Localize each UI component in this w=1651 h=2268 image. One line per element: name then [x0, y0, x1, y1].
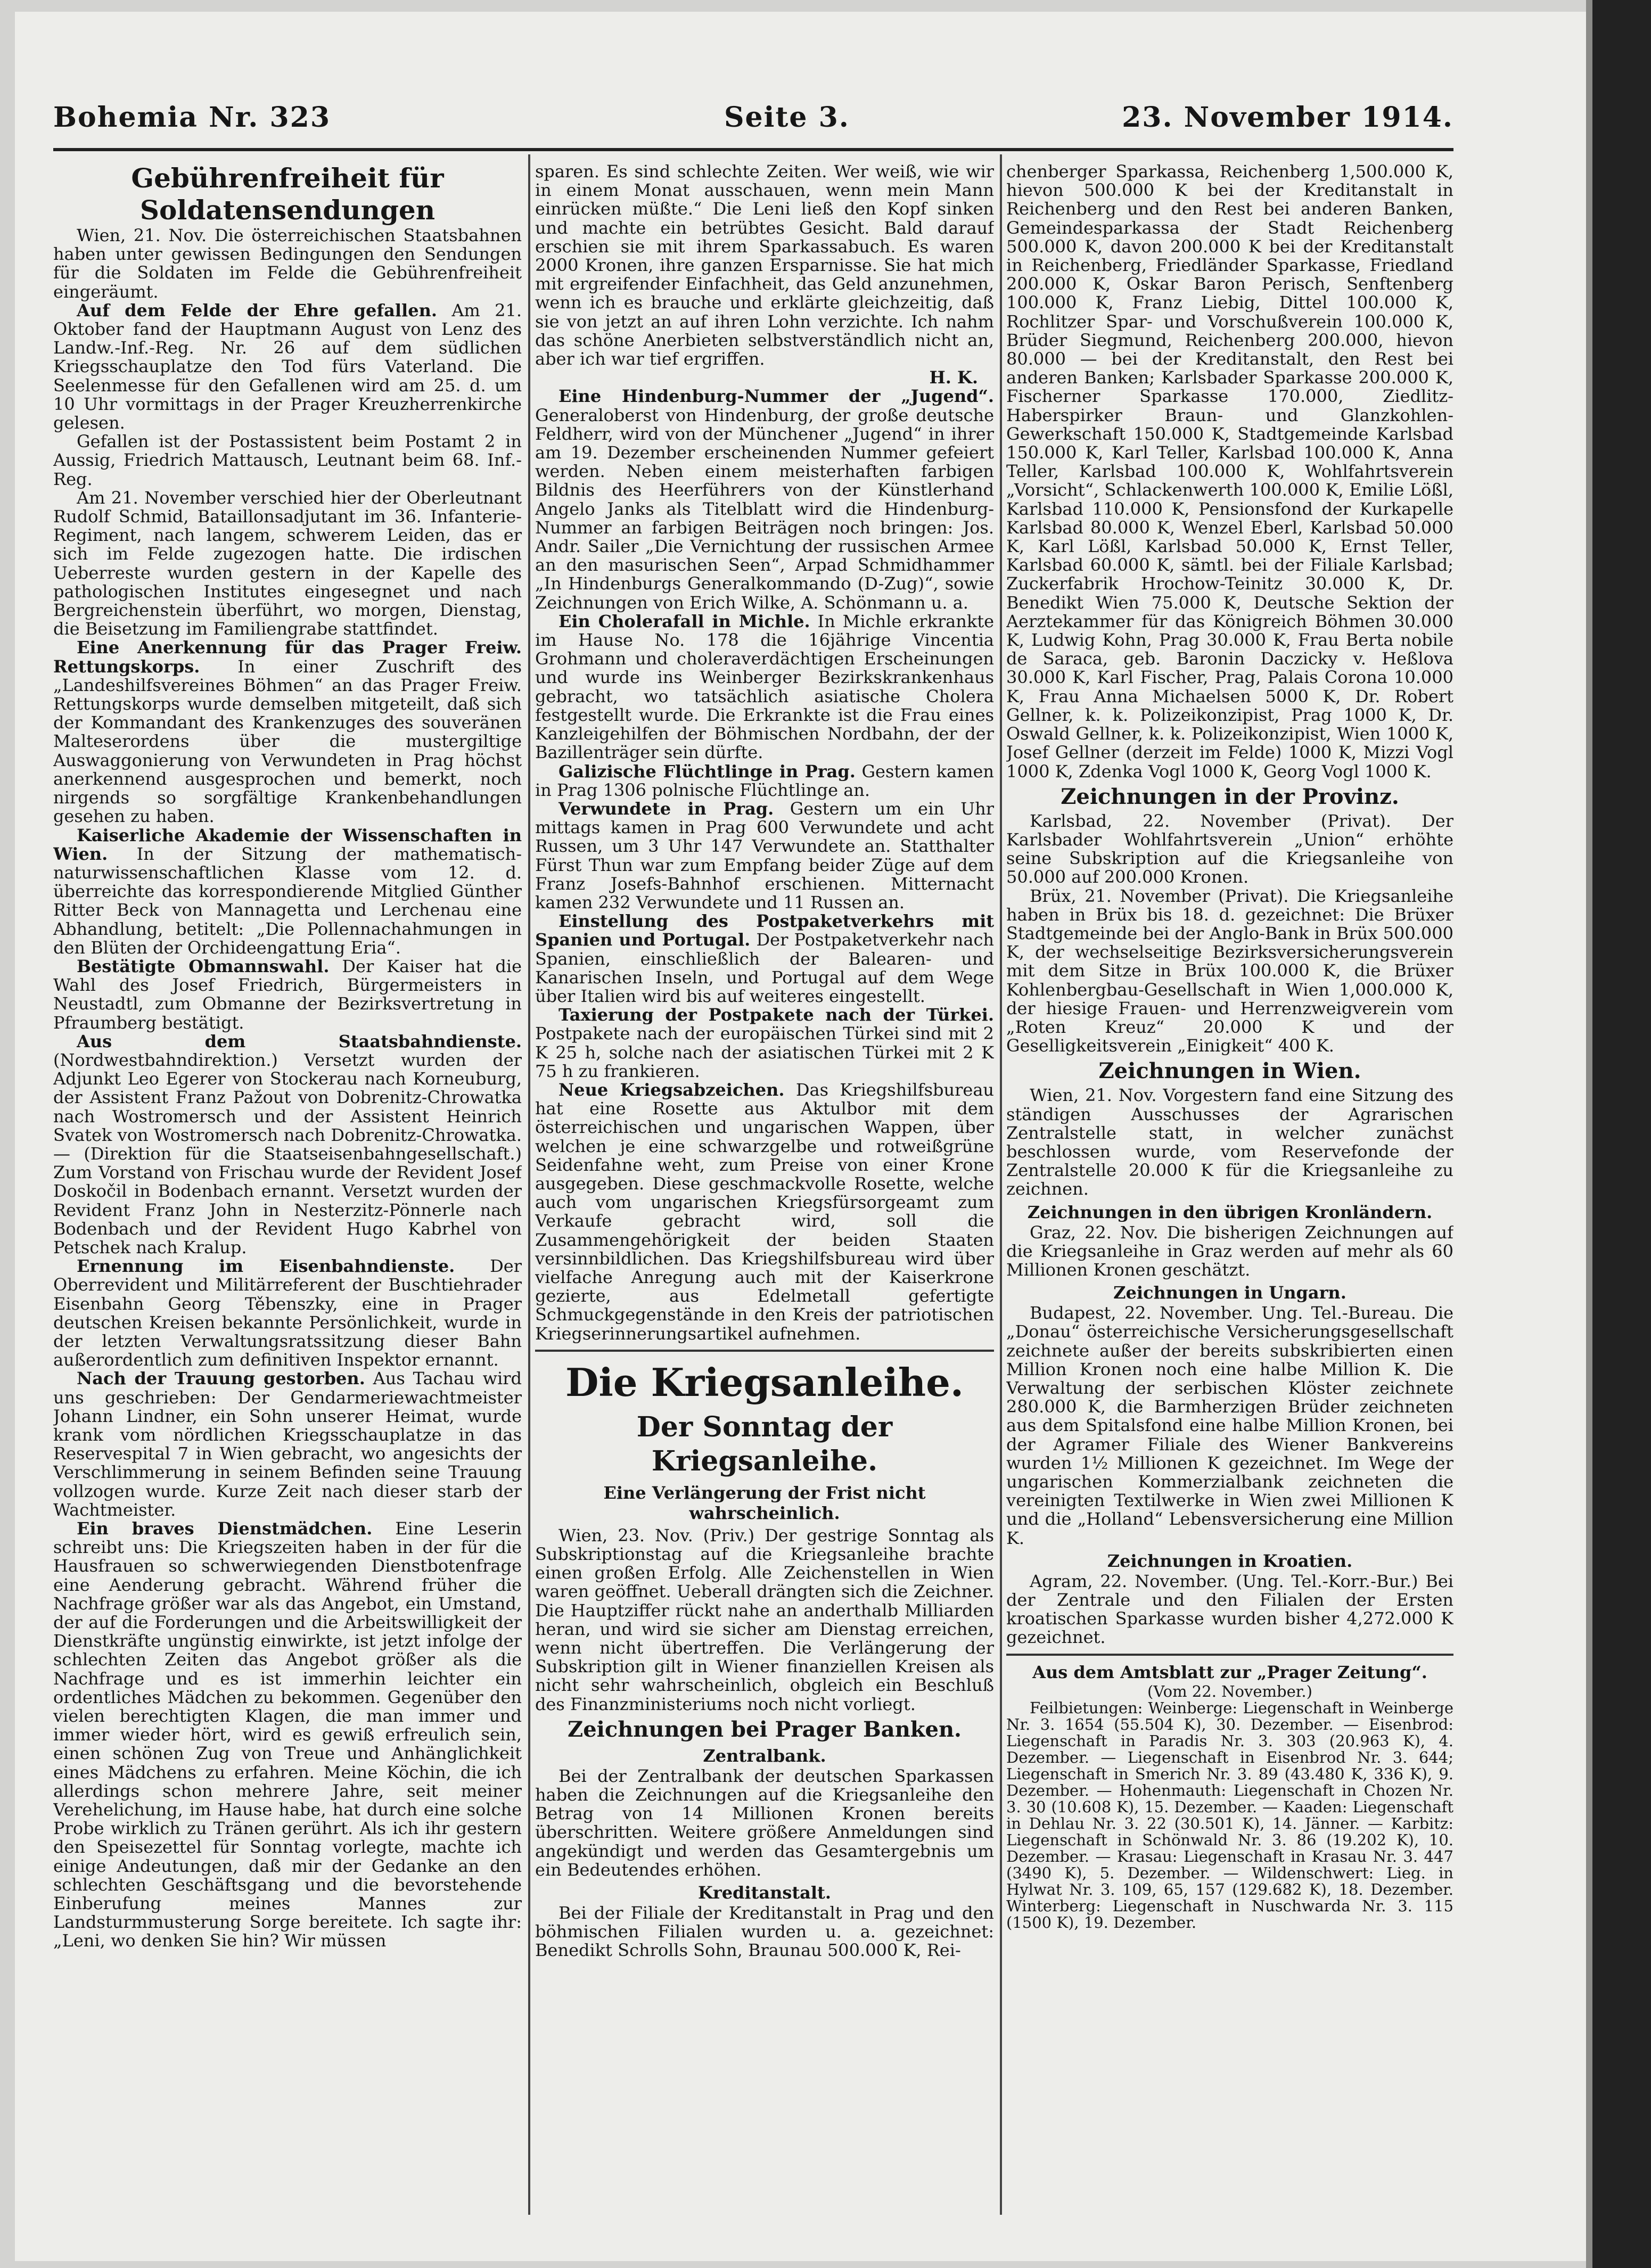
bank-heading: Zentralbank.: [703, 1745, 826, 1766]
header-page-number: Seite 3.: [724, 101, 850, 134]
item-heading: Taxierung der Postpakete nach der Türkei.: [558, 1005, 994, 1025]
news-item: [535, 762, 994, 800]
item-heading: Nach der Trauung gestorben.: [77, 1368, 365, 1389]
item-heading: Eine Anerkennung für das Prager Freiw. Rettungskorps.: [53, 637, 522, 677]
item-heading: Bestätigte Obmannswahl.: [77, 956, 330, 976]
item-text: Am 21. Oktober fand der Hauptmann August von Lenz des Landw.-Inf.-Reg. Nr. 26 auf dem südlichen Kriegsschauplatze den Tod fürs Vaterland. Die Seelenmesse für den Gefallenen wird am 25. d. um 10 Uhr vormittags in der Prager Kreuzherrenkirche gelesen.: [53, 300, 522, 433]
news-item: [53, 301, 522, 432]
article-body: Wien, 21. Nov. Die österreichischen Staatsbahnen haben unter gewissen Bedingungen den Sendungen für die Soldaten im Felde die Gebührenfreiheit eingeräumt.: [53, 225, 522, 302]
item-text: (Nordwestbahndirektion.) Versetzt wurden der Adjunkt Leo Egerer von Stockerau nach Korneuburg, der Assistent Franz Pažout von Dobrenitz-Chrowatka nach Wostromersch und der Assistent Heinrich Svatek von Wostromersch nach Dobrenitz-Chrowatka. — (Direktion für die Staatseisenbahngesellschaft.) Zum Vorstand von Frischau wurde der Revident Josef Doskočil in Bodenbach ernannt. Versetzt wurden der Revident Franz John in Nesterzitz-Pönnerle nach Bodenbach und der Revident Hugo Kabrhel von Petschek nach Kralup.: [53, 1049, 522, 1258]
news-item: Gefallen ist der Postassistent beim Postamt 2 in Aussig, Friedrich Mattausch, Leutnant beim 68. Inf.-Reg.: [53, 431, 522, 489]
column-rule-2: [1000, 154, 1002, 2215]
news-item: [53, 1369, 522, 1519]
header-newspaper: Bohemia Nr. 323: [53, 101, 331, 134]
scan-border: [1592, 0, 1651, 2268]
news-item: [535, 1081, 994, 1343]
item-heading: Galizische Flüchtlinge in Prag.: [558, 761, 856, 782]
item-heading: Aus dem Staatsbahndienste.: [77, 1031, 522, 1051]
item-heading: Auf dem Felde der Ehre gefallen.: [77, 300, 437, 321]
news-item: [53, 957, 522, 1032]
news-item: Wien, 23. Nov. (Priv.) Der gestrige Sonntag als Subskriptionstag auf die Kriegsanleihe brachte einen großen Erfolg. Alle Zeichenstellen in Wien waren geöffnet. Ueberall drängten sich die Zeichner. Die Hauptziffer rückt nahe an anderthalb Milliarden heran, und wird sie sicher am Dienstag erreichen, wenn nicht übertreffen. Die Verlängerung der Subskription gilt in Wiener finanziellen Kreisen als nicht sehr wahrscheinlich, obgleich ein Beschluß des Finanzministeriums noch nicht vorliegt.: [535, 1525, 994, 1714]
item-text: Generaloberst von Hindenburg, der große deutsche Feldherr, wird von der Münchener „Jugend“ in ihrer am 19. Dezember erscheinenden Nummer gefeiert werden. Neben einem meisterhaften farbigen Bildnis des Heerführers von der Künstlerhand Angelo Janks als Titelblatt wird die Hindenburg-Nummer an farbigen Beiträgen noch bringen: Jos. Andr. Sailer „Die Vernichtung der russischen Armee an den masurischen Seen“, Arpad Schmidhammer „In Hindenburgs Generalkommando (D-Zug)“, sowie Zeichnungen von Erich Wilke, A. Schönmann u. a.: [535, 405, 994, 613]
news-item: Bei der Filiale der Kreditanstalt in Prag und den böhmischen Filialen wurden u. a. gezeichnet: Benedikt Schrolls Sohn, Braunau 500.000 K, Rei-: [535, 1903, 994, 1961]
news-item: Am 21. November verschied hier der Oberleutnant Rudolf Schmid, Bataillonsadjutant im 36. Infanterie-Regiment, nach langem, schwerem Leiden, das er sich im Felde zugezogen hatte. Die irdischen Ueberreste wurden gestern in der Kapelle des pathologischen Institutes eingesegnet und nach Bergreichenstein überführt, wo morgen, Dienstag, die Beisetzung im Familiengrabe stattfindet.: [53, 487, 522, 639]
subsection-title: Zeichnungen in Kroatien.: [1107, 1550, 1353, 1571]
news-item: [53, 826, 522, 957]
news-item: Feilbietungen: Weinberge: Liegenschaft in Weinberge Nr. 3. 1654 (55.504 K), 30. Dezember. — Eisenbrod: Liegenschaft in Paradis Nr. 3. 303 (20.963 K), 4. Dezember. — Liegenschaft in Eisenbrod Nr. 3. 644; Liegenschaft in Smerich Nr. 3. 89 (43.480 K, 336 K), 9. Dezember. — Hohenmauth: Liegenschaft in Chozen Nr. 3. 30 (10.608 K), 15. Dezember. — Kaaden: Liegenschaft in Dehlau Nr. 3. 22 (30.501 K), 14. Jänner. — Karbitz: Liegenschaft in Schönwald Nr. 3. 86 (19.202 K), 10. Dezember. — Krasau: Liegenschaft in Krasau Nr. 3. 447 (3490 K), 5. Dezember. — Wildenschwert: Lieg. in Hylwat Nr. 3. 109, 65, 157 (129.682 K), 18. Dezember. Winterberg: Liegenschaft in Nuschwarda Nr. 3. 115 (1500 K), 19. Dezember.: [1006, 1698, 1453, 1932]
section-title: Die Kriegsanleihe.: [565, 1359, 964, 1405]
article-title: Gebührenfreiheit für Soldatensendungen: [131, 162, 444, 226]
news-item: Bei der Zentralbank der deutschen Sparkassen haben die Zeichnungen auf die Kriegsanleihe den Betrag von 14 Millionen Kronen bereits überschritten. Weitere größere Anmeldungen sind angekündigt und werden das Gesamtergebnis um ein Bedeutendes erhöhen.: [535, 1765, 994, 1880]
bank-heading: Kreditanstalt.: [698, 1883, 831, 1903]
header-rule: [53, 148, 1453, 151]
item-heading: Verwundete in Prag.: [558, 798, 774, 819]
subsection-title: Zeichnungen in der Provinz.: [1061, 784, 1399, 809]
item-text: In Michle erkrankte im Hause No. 178 die 16jährige Vincentia Grohmann und choleraverdächtigen Erscheinungen und wurde ins Weinberger Bezirkskrankenhaus gebracht, wo tatsächlich asiatische Cholera festgestellt wurde. Die Erkrankte ist die Frau eines Kanzleigehilfen der Böhmischen Nordbahn, der der Bazillenträger sein dürfte.: [535, 611, 994, 763]
item-heading: Ein Cholerafall in Michle.: [558, 611, 810, 631]
item-heading: Kaiserliche Akademie der Wissenschaften in Wien.: [53, 825, 522, 864]
news-item: [53, 1519, 522, 1951]
news-item: sparen. Es sind schlechte Zeiten. Wer weiß, wie wir in einem Monat ausschauen, wenn mein Mann einrücken müßte.“ Die Leni ließ den Kopf sinken und machte ein betrübtes Gesicht. Bald darauf erschien sie mit ihrem Sparkassabuch. Es waren 2000 Kronen, ihre ganzen Ersparnisse. Sie hat mich mit ergreifender Einfachheit, das Geld anzunehmen, wenn ich es brauche und erklärte gleichzeitig, daß sie von jetzt an auf ihren Lohn verzichte. Ich nahm das schöne Anerbieten selbstverständlich nicht an, aber ich war tief ergriffen.: [535, 162, 994, 369]
item-heading: Eine Hindenburg-Nummer der „Jugend“.: [558, 386, 994, 407]
item-heading: Einstellung des Postpaketverkehrs mit Spanien und Portugal.: [535, 911, 994, 950]
news-item: [535, 1006, 994, 1081]
news-item: [53, 638, 522, 826]
column-rule-1: [528, 154, 530, 2215]
subsection-title: Zeichnungen in den übrigen Kronländern.: [1027, 1202, 1433, 1222]
item-signature: H. K.: [929, 367, 978, 388]
item-text: In der Sitzung der mathematisch-naturwissenschaftlichen Klasse vom 12. d. überreichte das korrespondierende Mitglied Günther Ritter Beck von Mannagetta und Lerchenau eine Abhandlung, betitelt: „Die Pollennachahmungen in den Blüten der Orchideengattung Eria“.: [53, 843, 522, 958]
item-text: Eine Leserin schreibt uns: Die Kriegszeiten haben in der für die Hausfrauen so schwerwiegenden Dienstbotenfrage eine Aenderung gebracht. Während früher die Nachfrage größer war als das Angebot, ein Umstand, der auf die Forderungen und die Arbeitswilligkeit der Dienstkräfte ungünstig einwirkte, ist jetzt infolge der schlechten Zeiten das Angebot größer als die Nachfrage und es ist immerhin leichter ein ordentliches Mädchen zu bekommen. Gegenüber den vielen berechtigten Klagen, die man immer und immer wieder hört, wird es gewiß erfreulich sein, einen schönen Zug von Treue und Anhänglichkeit eines Mädchens zu erfahren. Meine Köchin, die ich allerdings schon mehrere Jahre, seit meiner Verehelichung, im Hause habe, hat durch eine solche Probe wirklich zu Tränen gerührt. Als ich ihr gestern den Speisezettel für Sonntag vorlegte, machte ich einige Andeutungen, daß mir der Gedanke an den schlechten Geschäftsgang und die bevorstehende Einberufung meines Mannes zur Landsturmmusterung Sorge bereitete. Ich sagte ihr: „Leni, wo denken Sie hin? Wir müssen: [53, 1518, 522, 1951]
column-1: [53, 162, 522, 2207]
column-2: [535, 162, 994, 2207]
header-date: 23. November 1914.: [1122, 101, 1453, 134]
news-item: [535, 800, 994, 912]
item-heading: Neue Kriegsabzeichen.: [558, 1079, 785, 1100]
news-item: Graz, 22. Nov. Die bisherigen Zeichnungen auf die Kriegsanleihe in Graz werden auf mehr als 60 Millionen Kronen geschätzt.: [1006, 1222, 1453, 1280]
item-text: Der Oberrevident und Militärreferent der Buschtiehrader Eisenbahn Georg Těbenszky, eine in Prager deutschen Kreisen bekannte Persönlichkeit, wurde in der letzten Verwaltungsratssitzung dieser Bahn außerordentlich zum definitiven Inspektor ernannt.: [53, 1256, 522, 1370]
section-divider: [535, 1350, 994, 1352]
news-item: [53, 1032, 522, 1257]
item-text: Der Postpaketverkehr nach Spanien, einschließlich der Balearen- und Kanarischen Inseln, und Portugal auf dem Wege über Italien wird bis auf weiteres eingestellt.: [535, 930, 994, 1006]
subsection-title: Aus dem Amtsblatt zur „Prager Zeitung“.: [1032, 1662, 1427, 1682]
section-subtitle: Der Sonntag der Kriegsanleihe.: [636, 1410, 893, 1477]
news-item: Budapest, 22. November. Ung. Tel.-Bureau. Die „Donau“ österreichische Versicherungsgesellschaft zeichnete außer der bereits subskribierten einen Million Kronen noch eine halbe Million K. Die Verwaltung der serbischen Klöster zeichnete 280.000 K, die Barmherzigen Brüder zeichneten aus dem Spitalsfond eine halbe Million Kronen, bei der Agramer Filiale des Wiener Bankvereins wurden 1½ Millionen K gezeichnet. Im Wege der ungarischen Kommerzialbank zeichneten die vereinigten Textilwerke in Wien zwei Millionen K und die „Holland“ Lebensversicherung eine Million K.: [1006, 1303, 1453, 1548]
news-item: Wien, 21. Nov. Vorgestern fand eine Sitzung des ständigen Ausschusses der Agrarischen Zentralstelle statt, in welcher zunächst beschlossen wurde, vom Reservefonde der Zentralstelle 20.000 K für die Kriegsanleihe zu zeichnen.: [1006, 1085, 1453, 1199]
item-text: Postpakete nach der europäischen Türkei sind mit 2 K 25 h, solche nach der asiatischen Türkei mit 2 K 75 h zu frankieren.: [535, 1023, 994, 1081]
section-divider: [1006, 1654, 1453, 1656]
news-item: [53, 1257, 522, 1369]
item-heading: Ernennung im Eisenbahndienste.: [77, 1256, 455, 1277]
page-header: [53, 101, 1453, 144]
item-text: Gestern um ein Uhr mittags kamen in Prag 600 Verwundete und acht Russen, um 3 Uhr 147 Verwundete an. Statthalter Fürst Thun war zum Empfang beider Züge auf dem Franz Josefs-Bahnhof erschienen. Mitternacht kamen 232 Verwundete und 11 Russen an.: [535, 798, 994, 913]
subsection-date: (Vom 22. November.): [1147, 1682, 1312, 1700]
news-item: Karlsbad, 22. November (Privat). Der Karlsbader Wohlfahrtsverein „Union“ erhöhte seine Subskription auf die Kriegsanleihe von 50.000 auf 200.000 Kronen.: [1006, 810, 1453, 888]
news-item: [535, 387, 994, 612]
subsection-title: Zeichnungen in Wien.: [1098, 1058, 1361, 1084]
news-item: [535, 912, 994, 1006]
subsection-title: Zeichnungen bei Prager Banken.: [568, 1716, 962, 1742]
item-text: In einer Zuschrift des „Landeshilfsvereines Böhmen“ an das Prager Freiw. Rettungskorps wurde demselben mitgeteilt, daß sich der Kommandant des Krankenzuges des souveränen Malteserordens über die mustergiltige Auswaggonierung von Verwundeten in Prag höchst anerkennend ausgesprochen und bemerkt, noch nirgends so sorgfältige Krankenbehandlungen gesehen zu haben.: [53, 656, 522, 827]
subsection-title: Zeichnungen in Ungarn.: [1113, 1283, 1346, 1303]
news-item: [535, 612, 994, 762]
item-text: Gestern kamen in Prag 1306 polnische Flüchtlinge an.: [535, 761, 994, 800]
column-3: [1006, 162, 1453, 2207]
item-text: Das Kriegshilfsbureau hat eine Rosette aus Aktulbor mit dem österreichischen und ungarischen Wappen, über welchen je eine schwarzgelbe und rotweißgrüne Seidenfahne weht, zum Preise von einer Krone ausgegeben. Diese geschmackvolle Rosette, welche auch vom ungarischen Kriegsfürsorgeamt zum Verkaufe gebracht wird, soll die Zusammengehörigkeit der beiden Staaten versinnbildlichen. Das Kriegshilfsbureau wird über vielfache Anregung auch mit der Kaiserkrone gezierte, aus Edelmetall gefertigte Schmuckgegenstände in den Kreis der patriotischen Kriegserinnerungsartikel aufnehmen.: [535, 1079, 994, 1344]
item-text: Der Kaiser hat die Wahl des Josef Friedrich, Bürgermeisters in Neustadtl, zum Obmanne der Bezirksvertretung in Pfraumberg bestätigt.: [53, 956, 522, 1033]
news-item: Brüx, 21. November (Privat). Die Kriegsanleihe haben in Brüx bis 18. d. gezeichnet: Die Brüxer Stadtgemeinde bei der Anglo-Bank in Brüx 500.000 K, der wechselseitige Bezirksversicherungsverein mit dem Sitze in Brüx 100.000 K, die Brüxer Kohlenbergbau-Gesellschaft in Wien 1,000.000 K, der hiesige Frauen- und Herrenzweigverein vom „Roten Kreuz“ 20.000 K und der Geselligkeitsverein „Einigkeit“ 400 K.: [1006, 885, 1453, 1056]
item-text: Aus Tachau wird uns geschrieben: Der Gendarmeriewachtmeister Johann Lindner, ein Sohn unserer Heimat, wurde krank vom nördlichen Kriegsschauplatze in das Reservespital 7 in Wien gebracht, wo angesichts der Verschlimmerung in seinem Befinden seine Trauung vollzogen wurde. Kurze Zeit nach dieser starb der Wachtmeister.: [53, 1368, 522, 1520]
item-heading: Ein braves Dienstmädchen.: [77, 1518, 373, 1539]
news-item: chenberger Sparkassa, Reichenberg 1,500.000 K, hievon 500.000 K bei der Kreditanstalt in Reichenberg und den Rest bei anderen Banken, Gemeindesparkassa der Stadt Reichenberg 500.000 K, davon 200.000 K bei der Kreditanstalt in Reichenberg, Friedländer Sparkasse, Friedland 200.000 K, Oskar Baron Perisch, Senftenberg 100.000 K, Franz Liebig, Dittel 100.000 K, Rochlitzer Spar- und Vorschußverein 100.000 K, Brüder Siegmund, Reichenberg 200.000, hievon 80.000 — bei der Kreditanstalt, den Rest bei anderen Banken; Karlsbader Sparkasse 200.000 K, Fischerner Sparkasse 170.000, Ziedlitz-Haberspirker Braun- und Glanzkohlen-Gewerkschaft 150.000 K, Stadtgemeinde Karlsbad 150.000 K, Karl Teller, Karlsbad 100.000 K, Anna Teller, Karlsbad 100.000 K, Wohlfahrtsverein „Vorsicht“, Schlackenwerth 100.000 K, Emilie Lößl, Karlsbad 110.000 K, Pensionsfond der Kurkapelle Karlsbad 80.000 K, Wenzel Eberl, Karlsbad 50.000 K, Karl Lößl, Karlsbad 50.000 K, Ernst Teller, Karlsbad 60.000 K, sämtl. bei der Filiale Karlsbad; Zuckerfabrik Hrochow-Teinitz 30.000 K, Dr. Benedikt Wien 75.000 K, Deutsche Sektion der Aerztekammer für das Königreich Böhmen 30.000 K, Ludwig Kohn, Prag 30.000 K, Frau Berta nobile de Saraca, geb. Baronin Daczicky v. Heßlova 30.000 K, Karl Fischer, Prag, Palais Corona 10.000 K, Frau Anna Michaelsen 5000 K, Dr. Robert Gellner, k. k. Polizeikonzipist, Prag 1000 K, Dr. Oswald Gellner, k. k. Polizeikonzipist, Wien 1000 K, Josef Gellner (derzeit im Felde) 1000 K, Mizzi Vogl 1000 K, Zdenka Vogl 1000 K, Georg Vogl 1000 K.: [1006, 162, 1453, 782]
section-tagline: Eine Verlängerung der Frist nicht wahrscheinlich.: [603, 1482, 926, 1523]
page-edge-shadow: [1586, 0, 1592, 2268]
news-item: Agram, 22. November. (Ung. Tel.-Korr.-Bur.) Bei der Zentrale und den Filialen der Ersten kroatischen Sparkasse wurden bisher 4,272.000 K gezeichnet.: [1006, 1571, 1453, 1648]
